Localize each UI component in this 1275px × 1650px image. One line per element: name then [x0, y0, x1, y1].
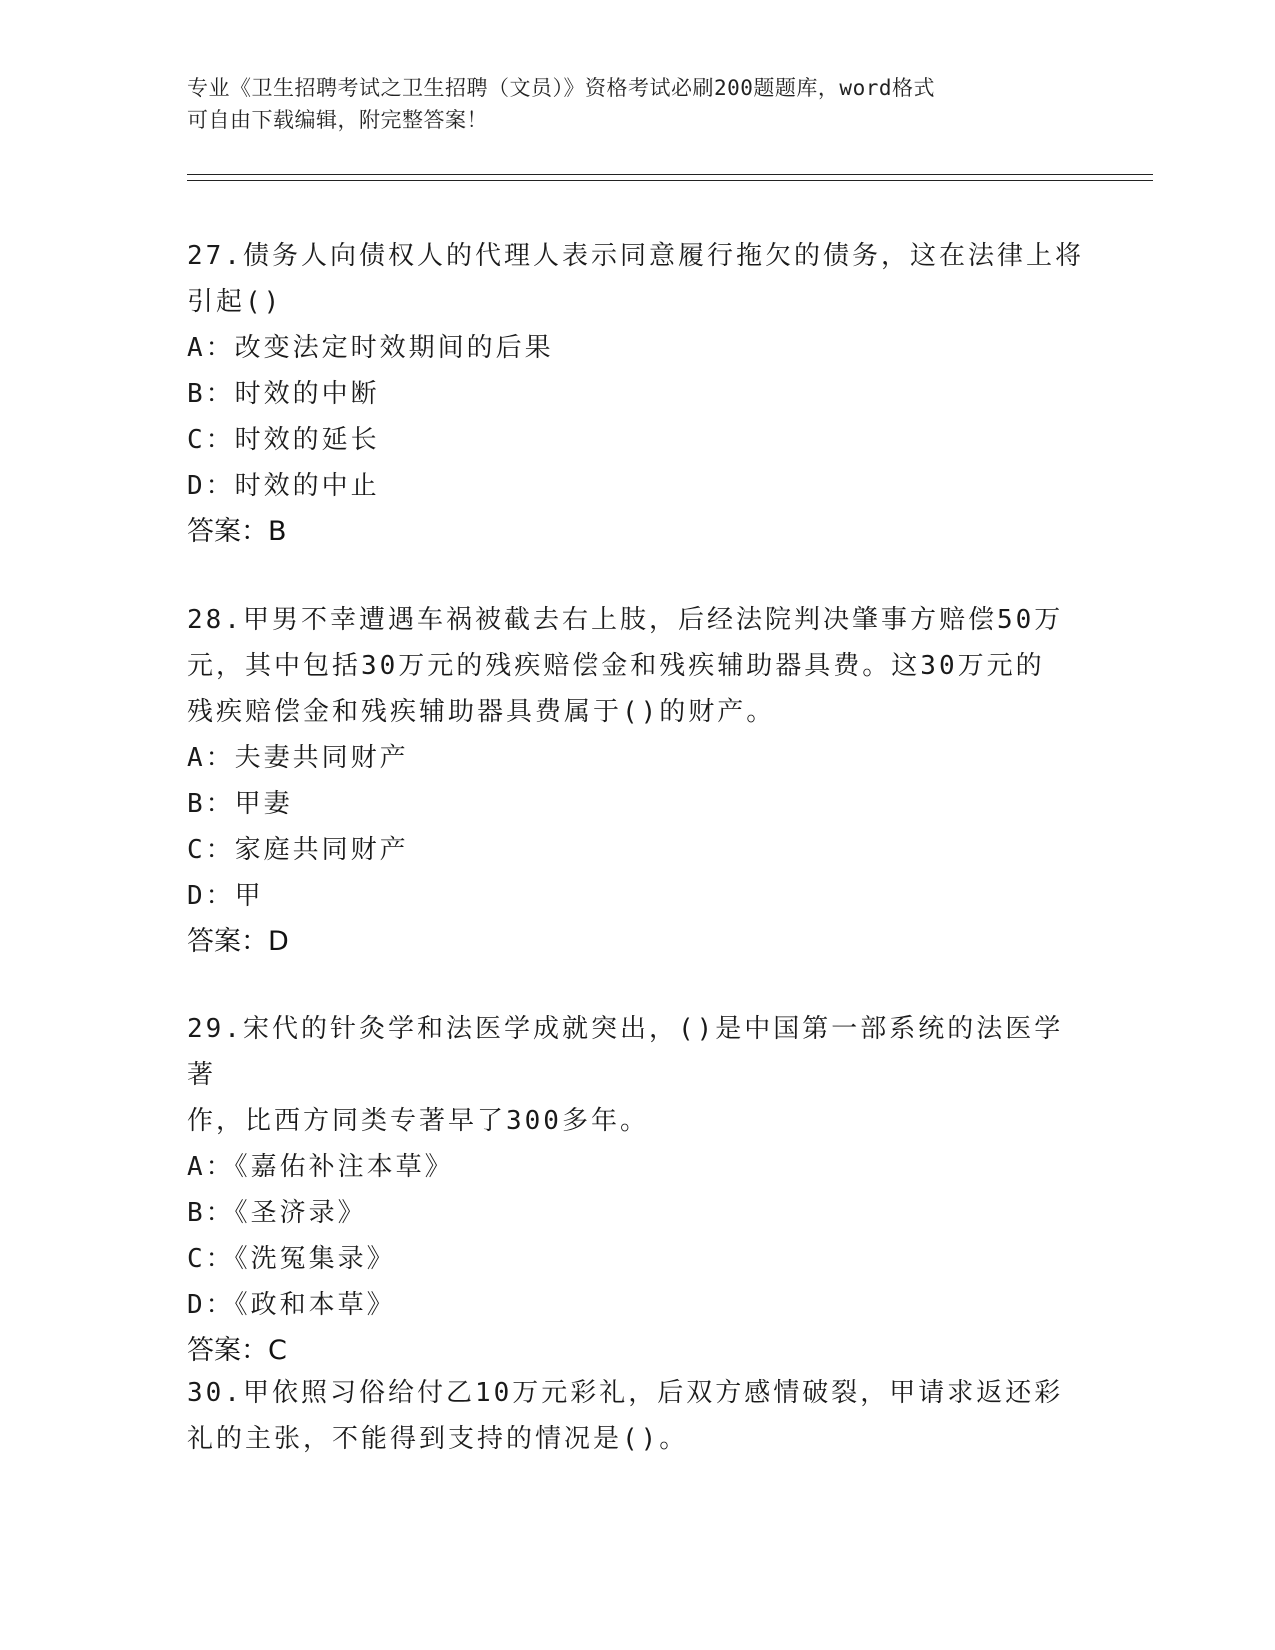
header-divider-bottom	[187, 180, 1153, 181]
answer-line: 答案：D	[187, 926, 289, 957]
option-c: C：时效的延长	[187, 425, 380, 455]
question-stem-line: 礼的主张，不能得到支持的情况是()。	[187, 1424, 689, 1454]
option-a: A：夫妻共同财产	[187, 743, 409, 773]
question-stem-line: 作，比西方同类专著早了300多年。	[187, 1106, 649, 1136]
question-stem-line: 28.甲男不幸遭遇车祸被截去右上肢，后经法院判决肇事方赔偿50万	[187, 605, 1064, 635]
option-b: B：甲妻	[187, 789, 293, 819]
option-a: A：《嘉佑补注本草》	[187, 1152, 454, 1182]
option-a: A：改变法定时效期间的后果	[187, 333, 554, 363]
question-stem-line: 27.债务人向债权人的代理人表示同意履行拖欠的债务，这在法律上将	[187, 241, 1084, 271]
question-stem-line: 元，其中包括30万元的残疾赔偿金和残疾辅助器具费。这30万元的	[187, 651, 1045, 681]
question-29	[187, 1006, 1087, 1374]
question-30	[187, 1370, 1087, 1462]
header-line-2: 可自由下载编辑，附完整答案！	[187, 108, 488, 132]
option-d: D：《政和本草》	[187, 1290, 396, 1320]
header-line-1: 专业《卫生招聘考试之卫生招聘（文员）》资格考试必刷200题题库，word格式	[187, 76, 935, 100]
answer-line: 答案：B	[187, 516, 287, 547]
question-stem-line: 30.甲依照习俗给付乙10万元彩礼，后双方感情破裂，甲请求返还彩	[187, 1378, 1064, 1408]
question-stem-line: 残疾赔偿金和残疾辅助器具费属于()的财产。	[187, 697, 776, 727]
option-d: D：时效的中止	[187, 471, 380, 501]
question-28	[187, 597, 1087, 965]
question-27	[187, 233, 1087, 555]
question-stem-line: 29.宋代的针灸学和法医学成就突出，()是中国第一部系统的法医学著	[187, 1014, 1064, 1090]
option-d: D：甲	[187, 881, 264, 911]
option-b: B：《圣济录》	[187, 1198, 367, 1228]
header-divider-top	[187, 174, 1153, 175]
answer-line: 答案：C	[187, 1335, 287, 1366]
question-stem-line: 引起()	[187, 287, 283, 317]
option-c: C：家庭共同财产	[187, 835, 409, 865]
option-c: C：《洗冤集录》	[187, 1244, 396, 1274]
document-header	[187, 72, 1087, 136]
option-b: B：时效的中断	[187, 379, 380, 409]
